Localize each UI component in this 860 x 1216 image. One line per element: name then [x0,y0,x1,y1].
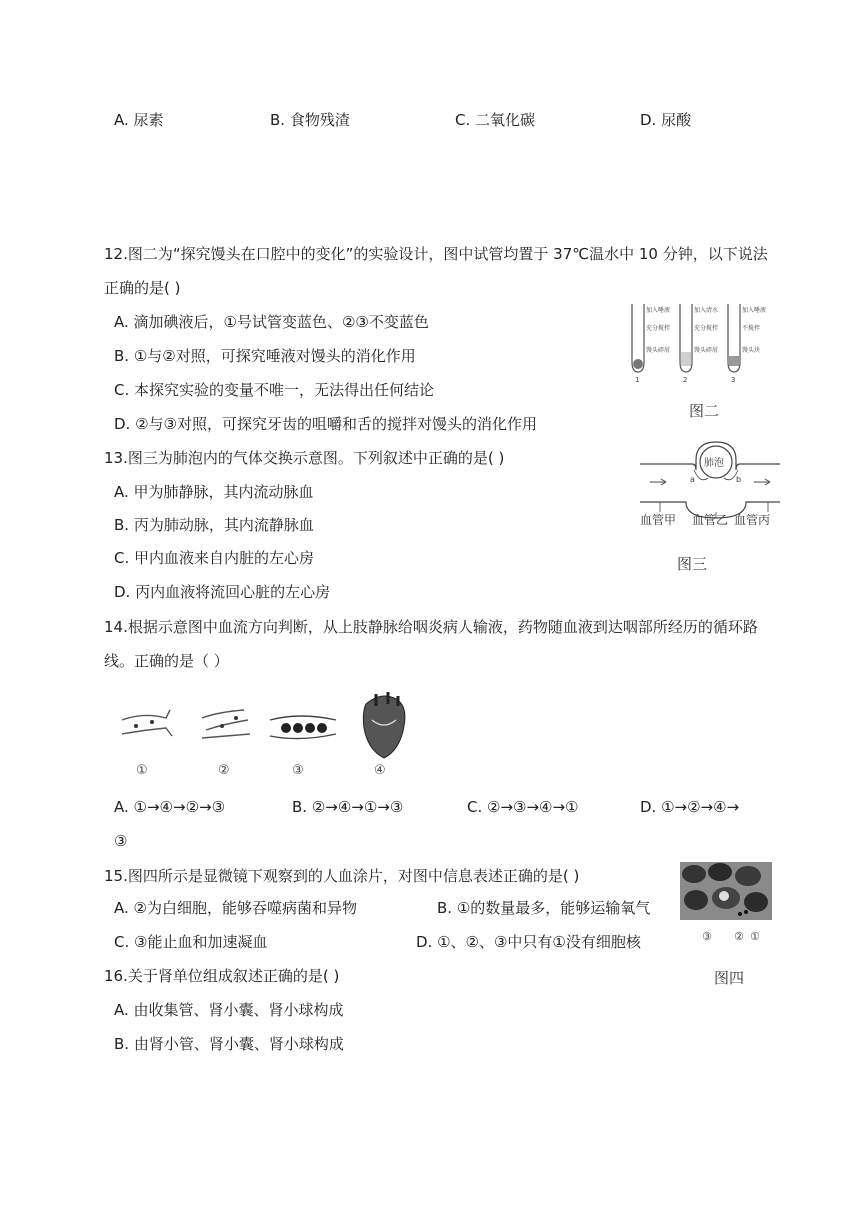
svg-text:充分搅拌: 充分搅拌 [646,325,671,332]
figure-blood-vessels [114,690,424,782]
test-tube-3 [728,304,766,384]
q14-option-c: C. ②→③→④→① [467,798,579,816]
q12-option-d: D. ②与③对照，可探究牙齿的咀嚼和舌的搅拌对馒头的消化作用 [114,415,537,433]
q11-option-c: C. 二氧化碳 [455,111,536,129]
q14-stem-line1: 14.根据示意图中血流方向判断，从上肢静脉给咽炎病人输液，药物随血液到达咽部所经历的循环路 [104,618,758,636]
svg-text:3: 3 [731,376,736,384]
test-tube-2 [680,304,718,384]
svg-text:馒头块: 馒头块 [742,347,761,354]
q12-option-b: B. ①与②对照，可探究唾液对馒头的消化作用 [114,347,416,365]
q12-option-a: A. 滴加碘液后，①号试管变蓝色、②③不变蓝色 [114,313,429,331]
svg-text:①: ① [136,763,148,778]
svg-text:1: 1 [635,376,640,384]
q13-stem: 13.图三为肺泡内的气体交换示意图。下列叙述中正确的是( ) [104,449,505,467]
q15-stem: 15.图四所示是显微镜下观察到的人血涂片，对图中信息表述正确的是( ) [104,867,580,885]
q11-option-d: D. 尿酸 [640,111,692,129]
svg-text:③: ③ [702,930,712,943]
q15-option-a: A. ②为白细胞，能够吞噬病菌和异物 [114,899,357,917]
svg-text:加入清水: 加入清水 [694,307,719,314]
svg-text:b: b [736,475,742,484]
svg-text:②: ② [734,930,744,943]
capillary-3-icon [270,716,336,778]
heart-4-icon [363,692,405,778]
q15-option-c: C. ③能止血和加速凝血 [114,933,268,951]
svg-text:①: ① [750,930,760,943]
vessel-1-icon [122,710,172,778]
svg-text:加入唾液: 加入唾液 [646,307,671,314]
q13-option-c: C. 甲内血液来自内脏的左心房 [114,549,315,567]
figure-4-blood-smear [680,862,772,944]
svg-text:2: 2 [683,376,688,384]
q12-option-c: C. 本探究实验的变量不唯一，无法得出任何结论 [114,381,435,399]
svg-text:肺泡: 肺泡 [704,458,724,469]
q16-option-a: A. 由收集管、肾小囊、肾小球构成 [114,1001,344,1019]
figure-3-vessel-a-label: 血管甲 [640,513,677,527]
q13-option-d: D. 丙内血液将流回心脏的左心房 [114,583,331,601]
q14-option-d-wrap: ③ [114,832,128,850]
svg-text:馒头碎屑: 馒头碎屑 [646,347,671,354]
figure-3-caption: 图三 [677,555,708,573]
test-tube-1 [632,304,670,384]
q13-option-b: B. 丙为肺动脉，其内流静脉血 [114,516,314,534]
svg-text:充分搅拌: 充分搅拌 [694,325,719,332]
q12-stem-line2: 正确的是( ) [104,279,181,297]
q16-option-b: B. 由肾小管、肾小囊、肾小球构成 [114,1035,344,1053]
q14-option-a: A. ①→④→②→③ [114,798,226,816]
q16-stem: 16.关于肾单位组成叙述正确的是( ) [104,967,340,985]
svg-text:不搅拌: 不搅拌 [742,325,761,332]
svg-text:④: ④ [374,763,386,778]
figure-2-caption: 图二 [689,402,720,420]
q12-stem-line1: 12.图二为“探究馒头在口腔中的变化”的实验设计，图中试管均置于 37℃温水中 10 分钟，以下说法 [104,245,768,263]
svg-text:馒头碎屑: 馒头碎屑 [694,347,719,354]
q14-option-d: D. ①→②→④→ [640,798,740,816]
q15-option-d: D. ①、②、③中只有①没有细胞核 [416,933,641,951]
svg-text:③: ③ [292,763,304,778]
svg-text:加入唾液: 加入唾液 [742,307,767,314]
q13-option-a: A. 甲为肺静脉，其内流动脉血 [114,483,314,501]
svg-text:②: ② [218,763,230,778]
q14-option-b: B. ②→④→①→③ [292,798,404,816]
vessel-2-icon [202,710,250,778]
q11-option-a: A. 尿素 [114,111,164,129]
q15-option-b: B. ①的数量最多，能够运输氧气 [437,899,651,917]
figure-2-test-tubes [626,300,776,384]
q14-stem-line2: 线。正确的是（ ） [104,652,229,670]
figure-3-vessel-c-label: 血管丙 [734,513,771,527]
figure-3-vessel-b-label: 血管乙 [692,513,729,527]
figure-4-caption: 图四 [714,969,745,987]
q11-option-b: B. 食物残渣 [270,111,350,129]
svg-text:a: a [690,475,695,484]
